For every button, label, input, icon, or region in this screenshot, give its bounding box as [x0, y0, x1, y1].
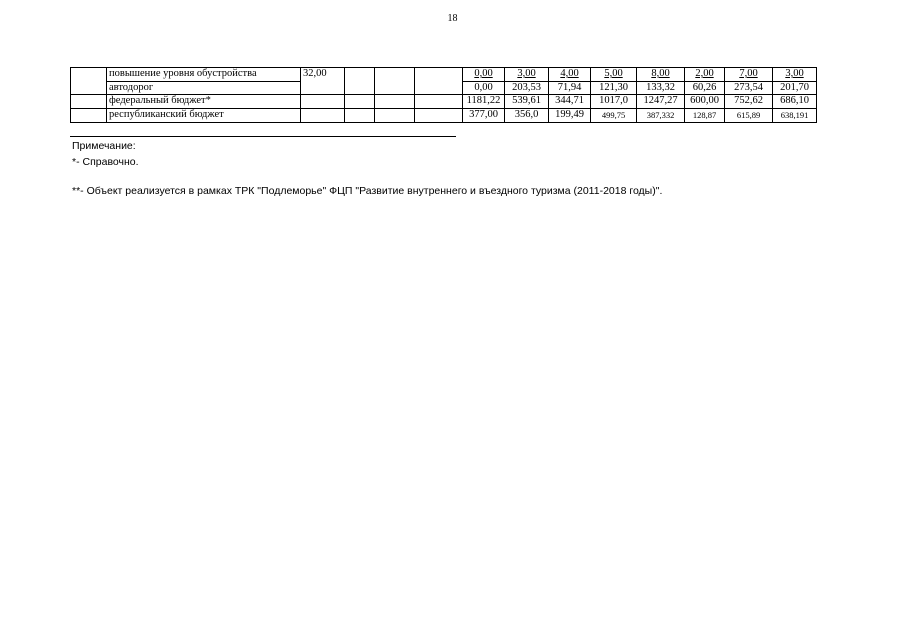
row-label: федеральный бюджет*	[107, 95, 301, 109]
value-cell: 600,00	[685, 95, 725, 109]
empty-cell	[71, 95, 107, 109]
value-cell: 539,61	[505, 95, 549, 109]
empty-cell	[375, 68, 415, 95]
empty-cell	[301, 109, 345, 123]
empty-cell	[71, 109, 107, 123]
empty-cell	[375, 109, 415, 123]
value-cell: 1181,22	[463, 95, 505, 109]
value-cell: 356,0	[505, 109, 549, 123]
value-cell: 1247,27	[637, 95, 685, 109]
value-cell: 2,00	[695, 68, 714, 79]
table-row	[71, 68, 817, 82]
note-1: *- Справочно.	[72, 156, 139, 168]
value-cell: 752,62	[725, 95, 773, 109]
value-cell: 8,00	[651, 68, 670, 79]
value-cell: 615,89	[725, 109, 773, 123]
value-cell: 1017,0	[591, 95, 637, 109]
note-2: **- Объект реализуется в рамках ТРК "Подлеморье" ФЦП "Развитие внутреннего и въездного туризма (2011-2018 годы)".	[72, 185, 663, 197]
empty-cell	[71, 68, 107, 95]
table-row	[71, 95, 817, 109]
budget-table	[70, 67, 817, 123]
empty-cell	[415, 109, 463, 123]
row-label: повышение уровня обустройства	[107, 68, 301, 82]
separator-line	[70, 136, 456, 137]
value-cell: 201,70	[773, 82, 817, 95]
value-cell: 60,26	[685, 82, 725, 95]
value-cell: 0,00	[463, 82, 505, 95]
value-cell: 387,332	[637, 109, 685, 123]
table-row	[71, 109, 817, 123]
value-cell: 128,87	[685, 109, 725, 123]
value-cell: 121,30	[591, 82, 637, 95]
value-cell: 686,10	[773, 95, 817, 109]
value-cell: 3,00	[517, 68, 536, 79]
value-cell: 203,53	[505, 82, 549, 95]
value-cell: 273,54	[725, 82, 773, 95]
empty-cell	[345, 95, 375, 109]
empty-cell	[301, 95, 345, 109]
empty-cell	[375, 95, 415, 109]
value-cell: 32,00	[301, 68, 345, 95]
value-cell: 4,00	[560, 68, 579, 79]
row-label: республиканский бюджет	[107, 109, 301, 123]
value-cell: 638,191	[773, 109, 817, 123]
value-cell: 0,00	[474, 68, 493, 79]
notes-heading: Примечание:	[72, 140, 136, 152]
value-cell: 344,71	[549, 95, 591, 109]
page-number: 18	[447, 13, 458, 24]
empty-cell	[415, 68, 463, 95]
value-cell: 7,00	[739, 68, 758, 79]
empty-cell	[345, 109, 375, 123]
value-cell: 199,49	[549, 109, 591, 123]
value-cell: 5,00	[604, 68, 623, 79]
row-label: автодорог	[107, 82, 301, 95]
value-cell: 71,94	[549, 82, 591, 95]
value-cell: 3,00	[785, 68, 804, 79]
empty-cell	[415, 95, 463, 109]
value-cell: 377,00	[463, 109, 505, 123]
value-cell: 499,75	[591, 109, 637, 123]
empty-cell	[345, 68, 375, 95]
value-cell: 133,32	[637, 82, 685, 95]
